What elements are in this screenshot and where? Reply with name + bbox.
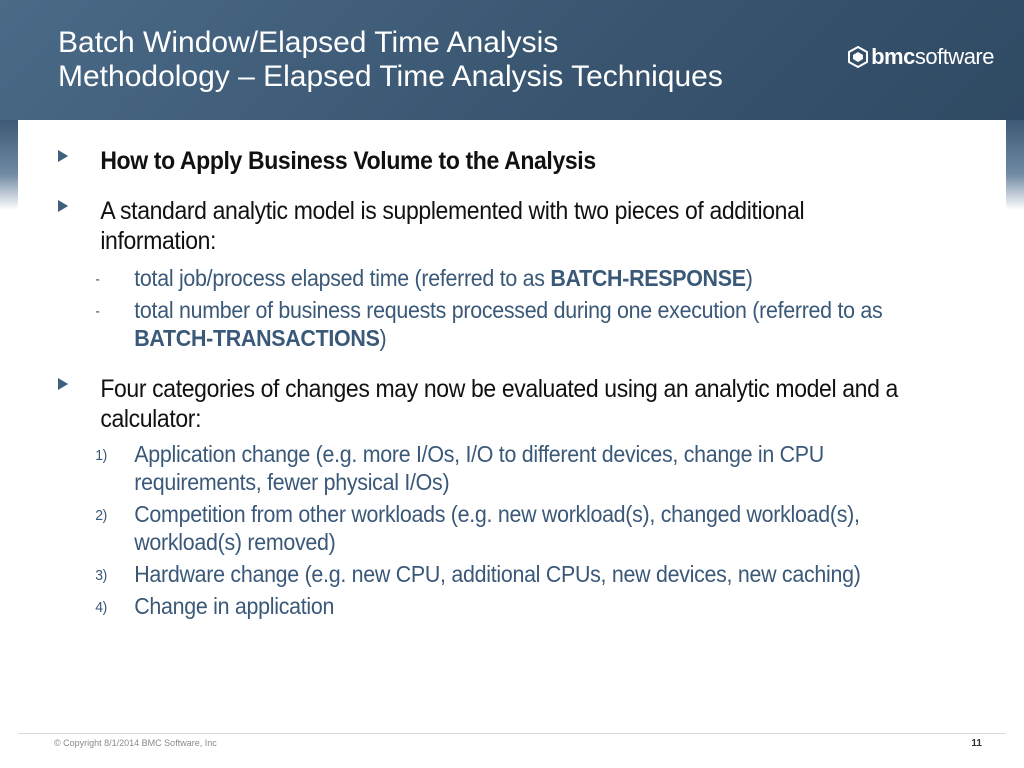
sub-bullet-text: total number of business requests processed during one execution (referred to as xyxy=(134,297,883,323)
number-marker: 2) xyxy=(95,507,108,524)
sub-bullet-tail: ) xyxy=(745,265,753,291)
sub-bullet-tail: ) xyxy=(379,325,387,351)
slide-body xyxy=(58,146,988,624)
numbered-item-1 xyxy=(58,440,923,496)
page-number: 11 xyxy=(971,738,982,749)
bullet-arrow-icon xyxy=(58,378,68,390)
sub-bullet-batch-transactions xyxy=(58,296,923,352)
title-line-2: Methodology – Elapsed Time Analysis Techniques xyxy=(58,60,723,93)
numbered-item-text: Competition from other workloads (e.g. new workload(s), changed workload(s), workload(s) removed) xyxy=(134,501,860,555)
right-accent-bar xyxy=(1006,120,1024,210)
bullet-arrow-icon xyxy=(58,200,68,212)
bullet-text: A standard analytic model is supplemented with two pieces of additional information: xyxy=(100,197,805,255)
logo-text-software: software xyxy=(914,44,994,69)
numbered-item-text: Change in application xyxy=(134,593,335,619)
numbered-item-text: Hardware change (e.g. new CPU, additional CPUs, new devices, new caching) xyxy=(134,561,861,587)
number-marker: 3) xyxy=(95,567,108,584)
sub-bullet-term: BATCH-RESPONSE xyxy=(550,265,746,291)
slide-title xyxy=(58,26,723,94)
bullet-text: How to Apply Business Volume to the Analysis xyxy=(100,147,596,175)
number-marker: 4) xyxy=(95,599,108,616)
left-accent-bar xyxy=(0,120,18,210)
numbered-item-2 xyxy=(58,500,923,556)
copyright-text: © Copyright 8/1/2014 BMC Software, Inc xyxy=(54,738,217,748)
dash-marker: - xyxy=(95,303,100,320)
dash-marker: - xyxy=(95,271,100,288)
title-line-1: Batch Window/Elapsed Time Analysis xyxy=(58,26,559,59)
numbered-item-text: Application change (e.g. more I/Os, I/O to different devices, change in CPU requirements, fewer physical I/Os) xyxy=(134,441,824,495)
slide-header xyxy=(0,0,1024,120)
numbered-item-4 xyxy=(58,592,923,620)
bmc-logo xyxy=(848,44,994,70)
logo-text-bmc: bmc xyxy=(871,44,915,69)
numbered-item-3 xyxy=(58,560,923,588)
number-marker: 1) xyxy=(95,447,108,464)
bullet-heading xyxy=(58,146,914,176)
bullet-standard-model xyxy=(58,196,914,256)
bmc-logo-icon xyxy=(848,46,868,68)
sub-bullet-text: total job/process elapsed time (referred to as xyxy=(134,265,551,291)
bullet-text: Four categories of changes may now be evaluated using an analytic model and a calculator: xyxy=(100,375,898,433)
footer-divider xyxy=(18,733,1006,734)
bullet-four-categories xyxy=(58,374,914,434)
sub-bullet-term: BATCH-TRANSACTIONS xyxy=(134,325,380,351)
sub-bullet-batch-response xyxy=(58,264,923,292)
bullet-arrow-icon xyxy=(58,150,68,162)
